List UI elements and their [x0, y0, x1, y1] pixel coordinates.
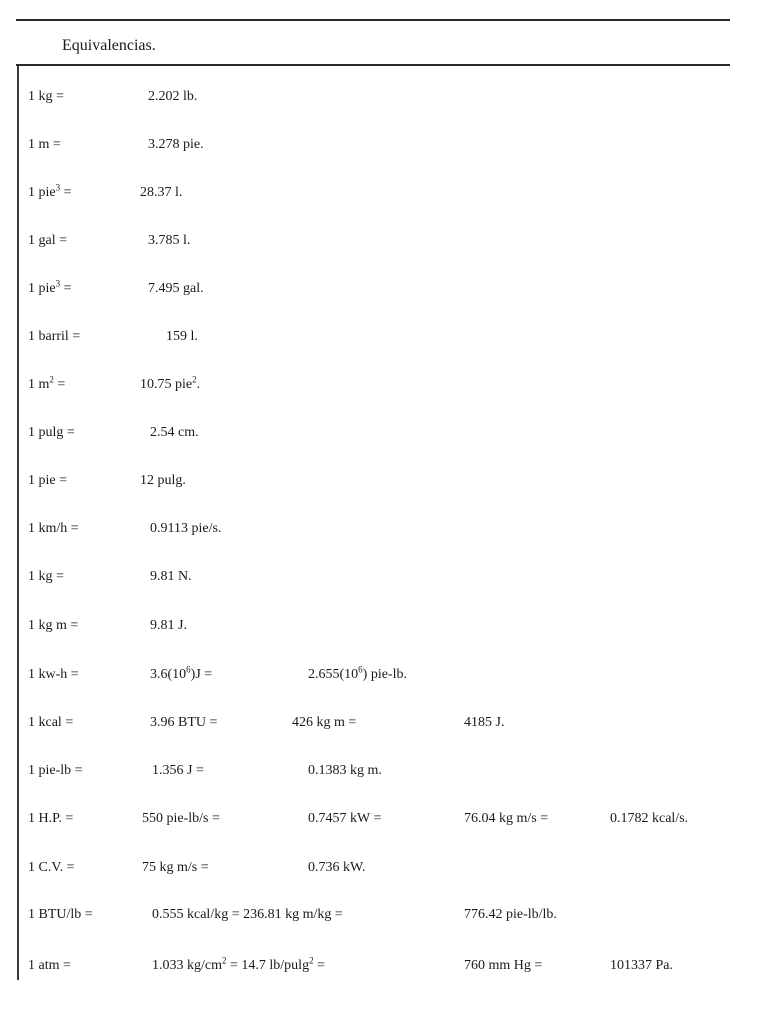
unit-label — [28, 904, 93, 926]
text: 1 pulg = — [28, 425, 75, 440]
text: 1 H.P. = — [28, 811, 74, 826]
superscript: 2 — [49, 374, 54, 385]
equivalent-value — [464, 712, 504, 734]
unit-label — [28, 422, 75, 444]
page-title: Equivalencias. — [62, 37, 156, 54]
unit-label — [28, 857, 75, 879]
unit-label — [28, 664, 79, 686]
text: 1 gal = — [28, 233, 67, 248]
equivalence-row — [0, 518, 768, 540]
text: 0.1383 kg m. — [308, 763, 382, 778]
text: 159 l. — [166, 329, 198, 344]
text: 1 kw-h = — [28, 667, 79, 682]
equivalence-row — [0, 422, 768, 444]
equivalence-row — [0, 374, 768, 396]
equivalent-value — [464, 808, 548, 830]
top-rule — [16, 19, 730, 21]
text: = 14.7 lb/pulg — [226, 958, 310, 973]
text: 2.54 cm. — [150, 425, 199, 440]
equivalence-row — [0, 760, 768, 782]
equivalent-value — [292, 712, 356, 734]
text: 9.81 J. — [150, 618, 187, 633]
superscript: 2 — [192, 374, 197, 385]
text: 1 m — [28, 377, 50, 392]
unit-label — [28, 518, 79, 540]
text: = — [313, 958, 325, 973]
equivalent-value — [464, 955, 542, 977]
equivalent-value — [464, 904, 557, 926]
text: 550 pie-lb/s = — [142, 811, 220, 826]
superscript: 2 — [222, 955, 227, 966]
superscript: 3 — [55, 278, 61, 289]
text: 1 pie — [28, 185, 56, 200]
equivalent-value — [148, 134, 204, 156]
unit-label — [28, 470, 67, 492]
text: 1 m = — [28, 137, 61, 152]
equivalent-value — [148, 278, 204, 300]
equivalent-value — [142, 808, 220, 830]
equivalence-row — [0, 808, 768, 830]
text: = — [60, 281, 72, 296]
equivalent-value — [308, 808, 381, 830]
unit-label — [28, 566, 64, 588]
text: 12 pulg. — [140, 473, 186, 488]
text: 0.555 kcal/kg = 236.81 kg m/kg = — [152, 907, 343, 922]
text: 10.75 pie — [140, 377, 193, 392]
text: )J = — [190, 667, 213, 682]
equivalent-value — [308, 857, 365, 879]
text: 0.1782 kcal/s. — [610, 811, 689, 826]
equivalent-value — [308, 760, 382, 782]
unit-label — [28, 374, 65, 396]
unit-label — [28, 134, 61, 156]
equivalent-value — [610, 808, 688, 830]
equivalent-value — [140, 470, 186, 492]
equivalent-value — [308, 664, 407, 686]
text: 1 km/h = — [28, 521, 79, 536]
text: 2.655(10 — [308, 667, 359, 682]
text: 3.278 pie. — [148, 137, 204, 152]
text: 101337 Pa. — [610, 958, 673, 973]
text: 3.96 BTU = — [150, 715, 218, 730]
unit-label — [28, 278, 72, 300]
unit-label — [28, 615, 78, 637]
text: 1 kcal = — [28, 715, 74, 730]
equivalence-row — [0, 712, 768, 734]
equivalent-value — [150, 422, 199, 444]
text: 4185 J. — [464, 715, 505, 730]
text: . — [196, 377, 201, 392]
text: 0.736 kW. — [308, 860, 366, 875]
text: 7.495 gal. — [148, 281, 204, 296]
text: 1 atm = — [28, 958, 71, 973]
equivalent-value — [150, 664, 212, 686]
text: 1.033 kg/cm — [152, 958, 222, 973]
unit-label — [28, 182, 72, 204]
text: 3.785 l. — [148, 233, 191, 248]
header-rule — [16, 64, 730, 66]
text: 28.37 l. — [140, 185, 183, 200]
equivalence-row — [0, 182, 768, 204]
superscript: 6 — [186, 664, 191, 675]
equivalent-value — [166, 326, 198, 348]
equivalence-row — [0, 278, 768, 300]
equivalent-value — [142, 857, 209, 879]
text: 1 BTU/lb = — [28, 907, 93, 922]
equivalent-value — [148, 86, 197, 108]
text: 75 kg m/s = — [142, 860, 209, 875]
text: 1 barril = — [28, 329, 81, 344]
text: 3.6(10 — [150, 667, 187, 682]
equivalent-value — [152, 955, 325, 977]
text: 1 kg m = — [28, 618, 79, 633]
text: 1.356 J = — [152, 763, 204, 778]
text: 426 kg m = — [292, 715, 357, 730]
equivalent-value — [610, 955, 673, 977]
equivalent-value — [152, 760, 204, 782]
equivalence-row — [0, 904, 768, 926]
equivalent-value — [140, 374, 200, 396]
equivalent-value — [150, 615, 187, 637]
equivalence-row — [0, 857, 768, 879]
unit-label — [28, 712, 73, 734]
superscript: 3 — [55, 182, 61, 193]
text: ) pie-lb. — [362, 667, 407, 682]
equivalence-row — [0, 230, 768, 252]
text: 2.202 lb. — [148, 89, 198, 104]
text: 76.04 kg m/s = — [464, 811, 549, 826]
equivalent-value — [148, 230, 190, 252]
text: 1 kg = — [28, 89, 64, 104]
equivalent-value — [152, 904, 343, 926]
equivalence-row — [0, 134, 768, 156]
equivalent-value — [140, 182, 182, 204]
equivalence-row — [0, 566, 768, 588]
text: = — [53, 377, 66, 392]
equivalent-value — [150, 566, 192, 588]
text: 1 kg = — [28, 569, 64, 584]
equivalent-value — [150, 518, 221, 540]
unit-label — [28, 86, 64, 108]
equivalence-row — [0, 470, 768, 492]
text: 9.81 N. — [150, 569, 192, 584]
equivalent-value — [150, 712, 217, 734]
equivalence-row — [0, 326, 768, 348]
text: 1 pie = — [28, 473, 67, 488]
superscript: 2 — [309, 955, 314, 966]
equivalence-row — [0, 615, 768, 637]
text: 1 C.V. = — [28, 860, 75, 875]
equivalence-row — [0, 86, 768, 108]
equivalence-row — [0, 664, 768, 686]
unit-label — [28, 230, 67, 252]
text: 0.9113 pie/s. — [150, 521, 222, 536]
text: 760 mm Hg = — [464, 958, 543, 973]
unit-label — [28, 955, 71, 977]
text: 1 pie-lb = — [28, 763, 83, 778]
text: = — [60, 185, 72, 200]
text: 776.42 pie-lb/lb. — [464, 907, 557, 922]
unit-label — [28, 808, 73, 830]
unit-label — [28, 760, 83, 782]
equivalence-row — [0, 955, 768, 977]
text: 1 pie — [28, 281, 56, 296]
superscript: 6 — [358, 664, 363, 675]
text: 0.7457 kW = — [308, 811, 382, 826]
unit-label — [28, 326, 80, 348]
